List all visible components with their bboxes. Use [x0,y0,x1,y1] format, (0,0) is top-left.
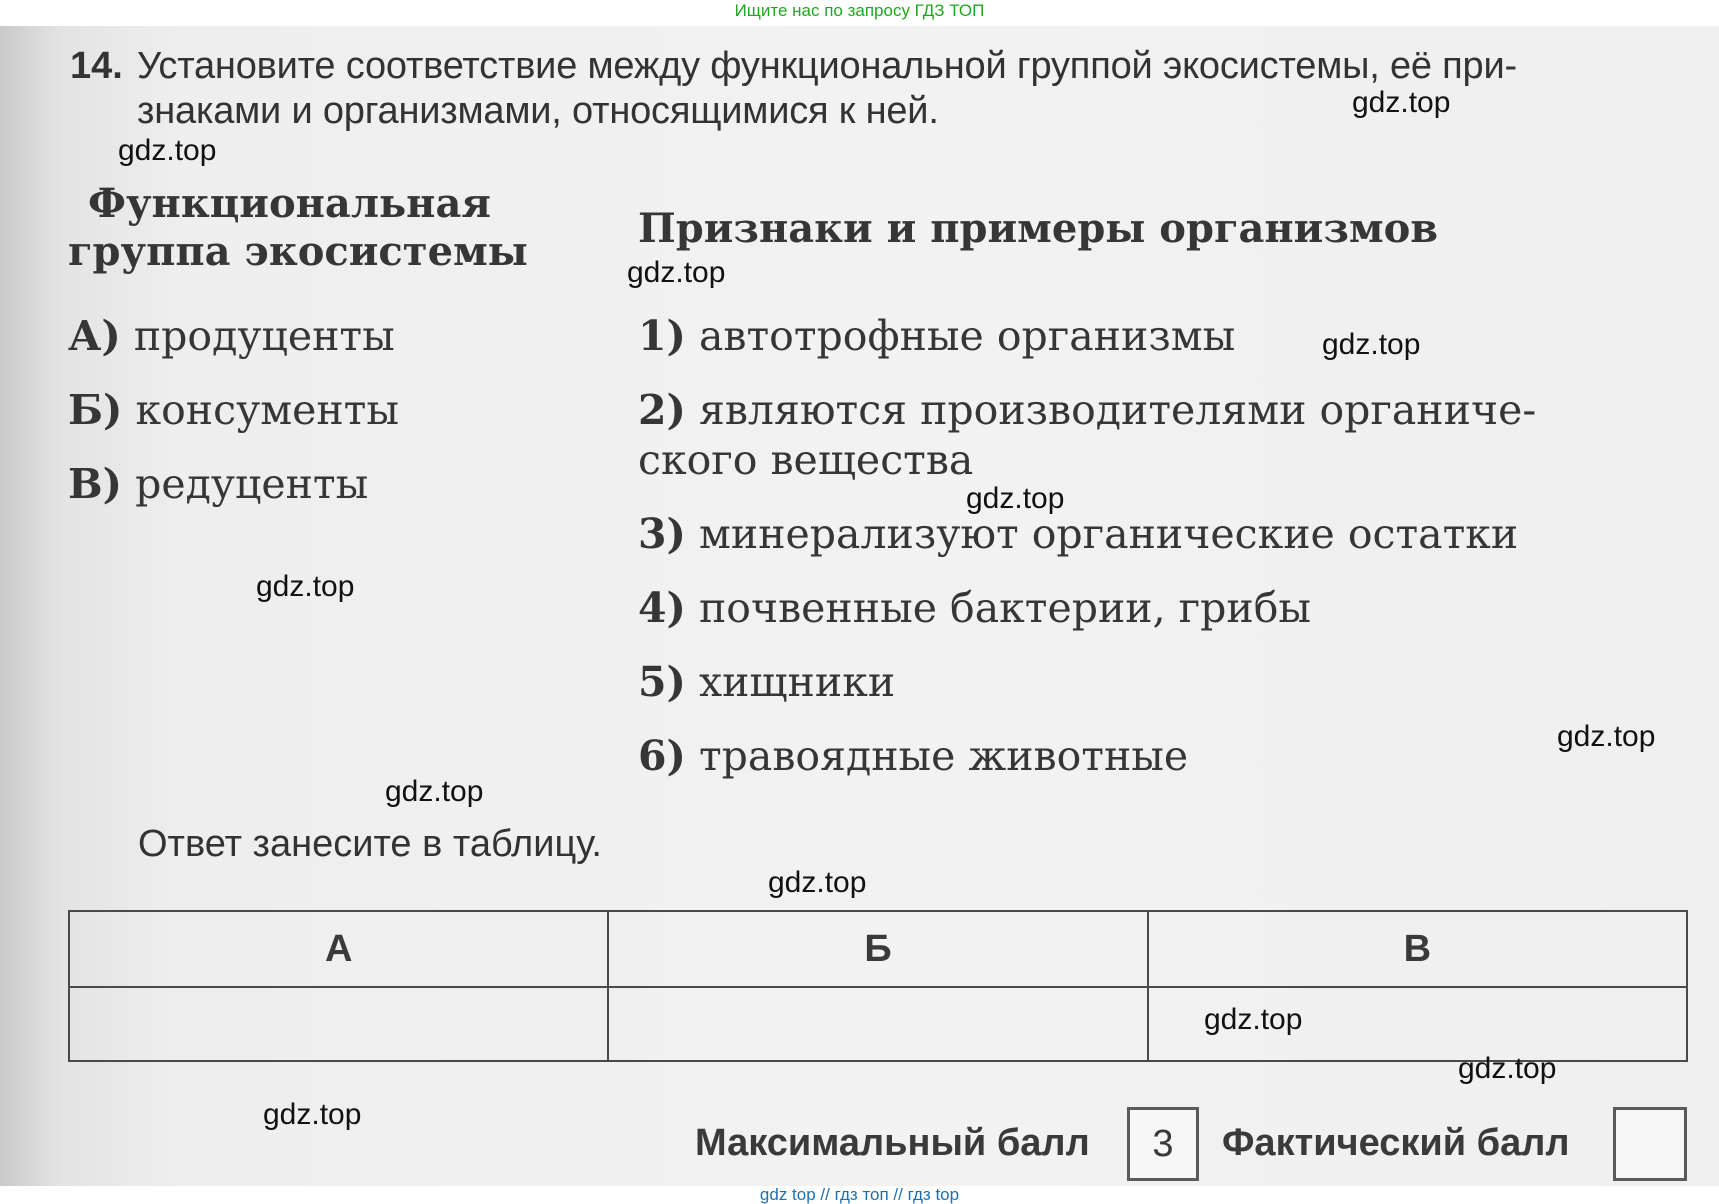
feature-item-2-continuation: ского вещества [638,436,974,484]
watermark: gdz.top [256,570,355,603]
group-item-b [68,386,399,434]
answer-cell-a[interactable] [69,987,608,1061]
answer-table [68,910,1688,1062]
feature-text: травоядные животные [685,732,1189,780]
watermark: gdz.top [966,482,1065,515]
max-score-box: 3 [1127,1107,1199,1181]
answer-prompt: Ответ занесите в таблицу. [138,823,602,865]
feature-item-1 [638,312,1235,360]
question-text-line-1: Установите соответствие между функциональной группой экосистемы, её при- [137,45,1517,87]
watermark: gdz.top [118,134,217,167]
feature-text: почвенные бактерии, грибы [685,584,1312,632]
question-text-line-2: знаками и организмами, относящимися к ней. [137,90,939,132]
watermark: gdz.top [263,1098,362,1131]
feature-number: 2) [638,386,686,434]
feature-number: 6) [638,732,686,780]
feature-number: 3) [638,510,686,558]
answer-header-a: А [69,911,608,987]
left-column-heading-line-2: группа экосистемы [68,228,528,275]
feature-number: 5) [638,658,686,706]
watermark: gdz.top [1322,328,1421,361]
top-banner: Ищите нас по запросу ГДЗ ТОП [734,1,985,20]
group-label: редуценты [122,460,369,508]
answer-table-header-row [69,911,1687,987]
answer-cell-b[interactable] [608,987,1147,1061]
watermark: gdz.top [768,866,867,899]
feature-number: 4) [638,584,686,632]
answer-header-c: В [1148,911,1687,987]
feature-item-4 [638,584,1311,632]
watermark: gdz.top [1352,86,1451,119]
group-label: консументы [122,386,399,434]
group-item-c [68,460,368,508]
question-number: 14. [70,45,123,87]
group-item-a [68,312,395,360]
feature-item-5 [638,658,895,706]
left-column-heading-line-1: Функциональная [88,180,491,227]
group-label: продуценты [120,312,395,360]
answer-table-input-row [69,987,1687,1061]
feature-item-2 [638,386,1536,434]
feature-item-3 [638,510,1518,558]
watermark: gdz.top [1204,1003,1303,1036]
feature-text: автотрофные организмы [685,312,1236,360]
max-score-label: Максимальный балл [695,1122,1090,1164]
watermark: gdz.top [627,256,726,289]
group-letter: В) [68,460,123,508]
watermark: gdz.top [385,775,484,808]
watermark: gdz.top [1557,720,1656,753]
bottom-banner: gdz top // гдз топ // гдз top [759,1185,960,1204]
answer-header-b: Б [608,911,1147,987]
feature-text: минерализуют органические остатки [685,510,1519,558]
actual-score-label: Фактический балл [1222,1122,1570,1164]
feature-text: являются производителями органиче- [685,386,1537,434]
watermark: gdz.top [1458,1052,1557,1085]
feature-item-6 [638,732,1188,780]
right-column-heading: Признаки и примеры организмов [638,205,1439,252]
group-letter: А) [68,312,121,360]
feature-number: 1) [638,312,686,360]
group-letter: Б) [68,386,123,434]
actual-score-box[interactable] [1613,1107,1687,1181]
feature-text: хищники [685,658,896,706]
